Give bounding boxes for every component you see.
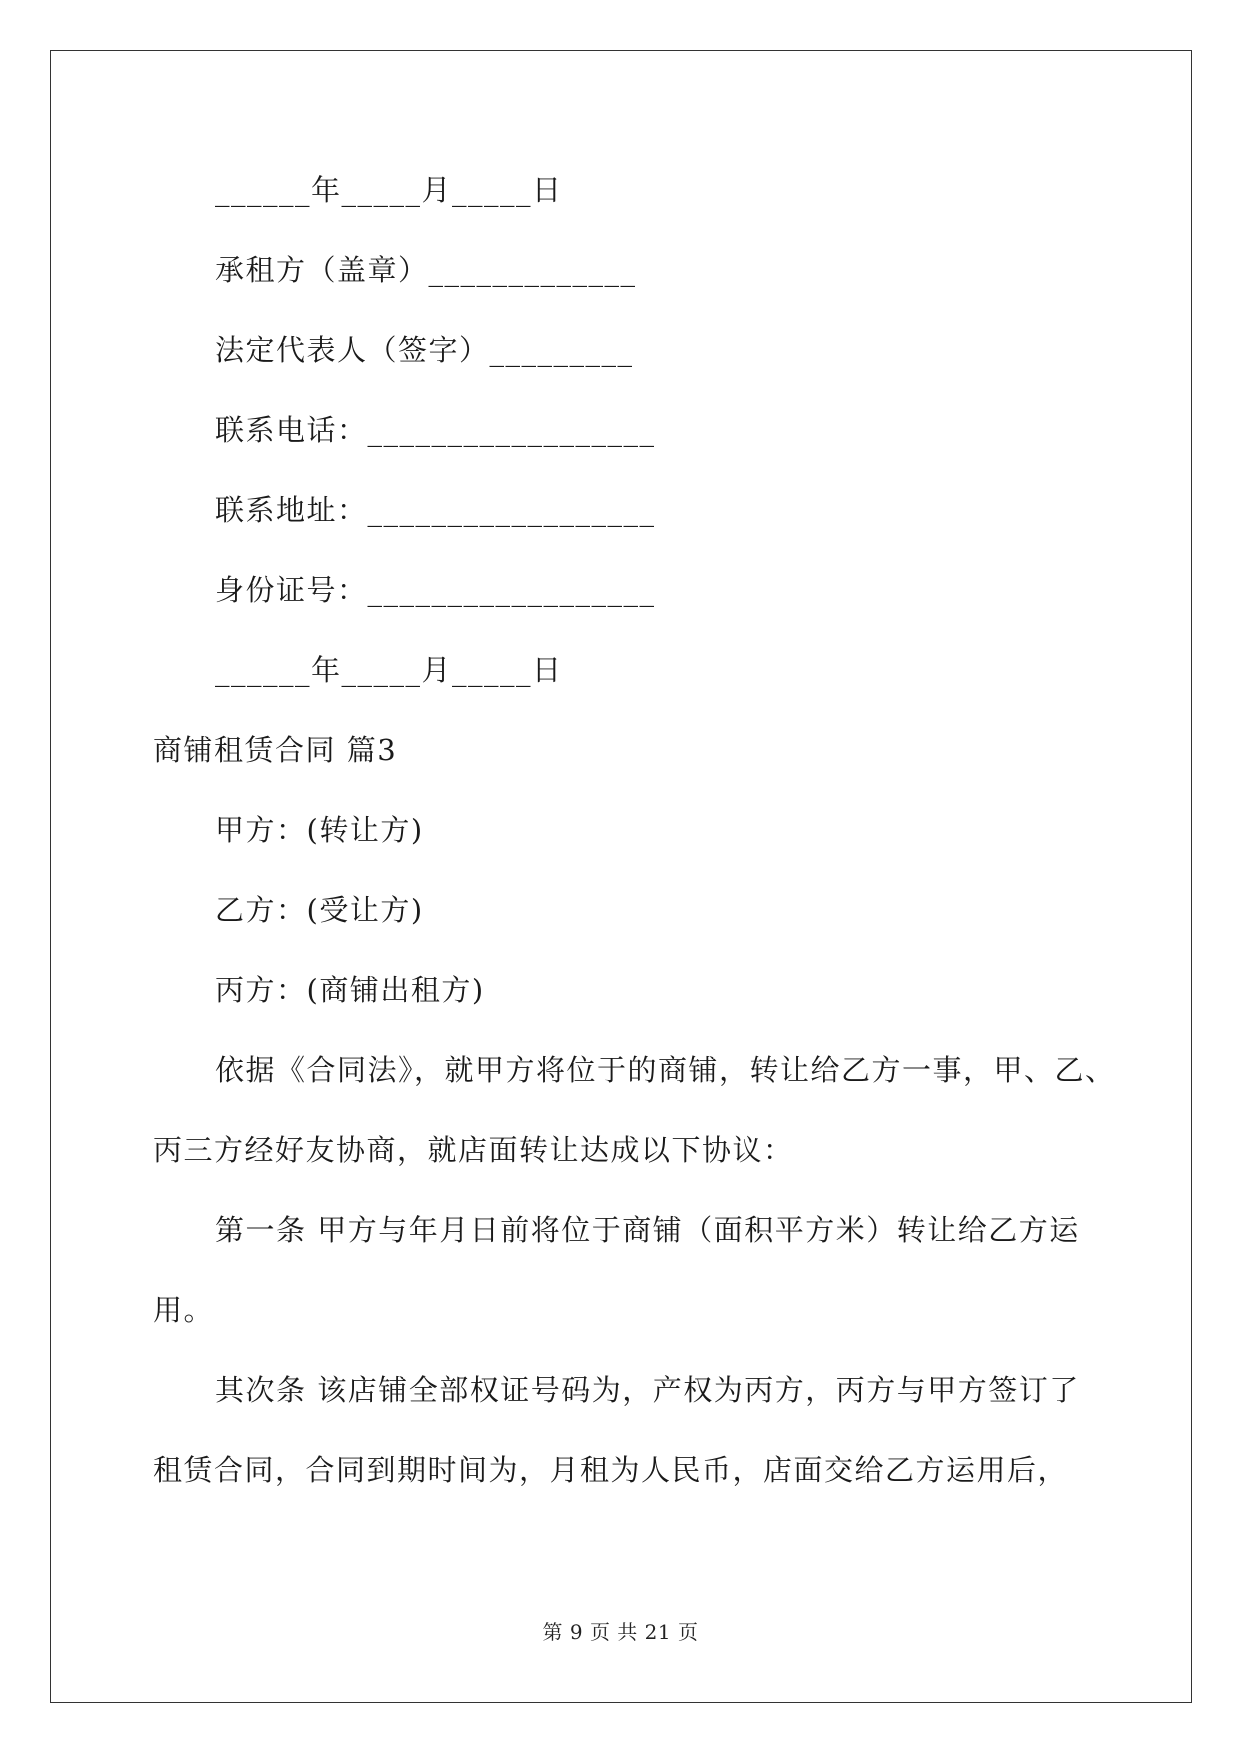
id-number-line: 身份证号：__________________ (215, 573, 656, 607)
section-title: 商铺租赁合同 篇3 (153, 733, 398, 767)
article-1-line-1: 第一条 甲方与年月日前将位于商铺（面积平方米）转让给乙方运 (215, 1213, 1080, 1247)
date-line-1: ______年_____月_____日 (215, 173, 563, 207)
contact-address-line: 联系地址：__________________ (215, 493, 656, 527)
contact-phone-line: 联系电话：__________________ (215, 413, 656, 447)
preamble-line-1: 依据《合同法》，就甲方将位于的商铺，转让给乙方一事，甲、乙、 (215, 1053, 1116, 1087)
party-a-line: 甲方：(转让方) (215, 813, 424, 847)
page-number-footer: 第 9 页 共 21 页 (542, 1620, 699, 1644)
preamble-line-2: 丙三方经好友协商，就店面转让达成以下协议： (153, 1133, 794, 1167)
article-2-line-2: 租赁合同，合同到期时间为，月租为人民币，店面交给乙方运用后， (153, 1453, 1069, 1487)
article-1-line-2: 用。 (153, 1293, 215, 1327)
date-line-2: ______年_____月_____日 (215, 653, 563, 687)
party-c-line: 丙方：(商铺出租方) (215, 973, 485, 1007)
party-b-line: 乙方：(受让方) (215, 893, 424, 927)
legal-rep-signature-line: 法定代表人（签字）_________ (215, 333, 634, 367)
article-2-line-1: 其次条 该店铺全部权证号码为，产权为丙方，丙方与甲方签订了 (215, 1373, 1080, 1407)
lessee-seal-line: 承租方（盖章）_____________ (215, 253, 637, 287)
